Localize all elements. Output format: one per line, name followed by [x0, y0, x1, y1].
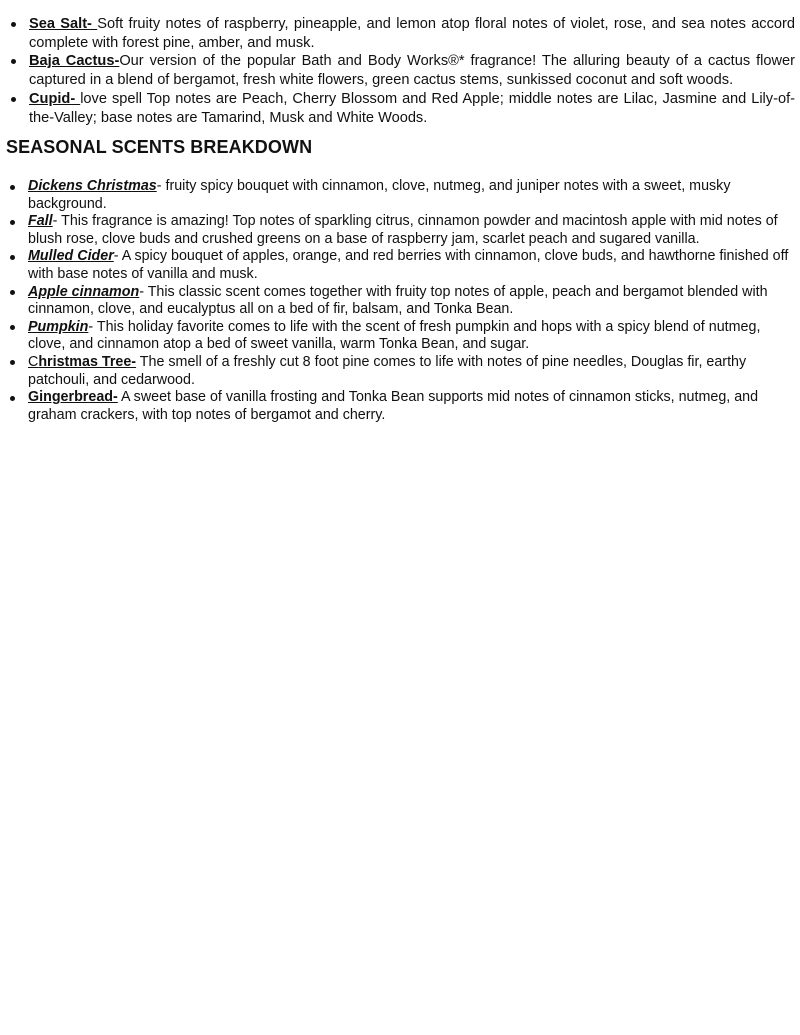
scent-name: hristmas Tree-	[38, 353, 137, 370]
section-heading: SEASONAL SCENTS BREAKDOWN	[6, 137, 313, 157]
list-item	[0, 90, 795, 127]
scent-description: Soft fruity notes of raspberry, pineapple, and lemon atop floral notes of violet, rose, and sea notes accord complete with forest pine, amber, and musk.	[29, 16, 795, 51]
scent-name: Pumpkin	[28, 318, 89, 335]
scent-name: Mulled Cider	[28, 248, 114, 265]
list-item	[0, 15, 795, 52]
scent-description: - fruity spicy bouquet with cinnamon, clove, nutmeg, and juniper notes with a sweet, musky background.	[28, 178, 731, 212]
scent-name: Sea Salt-	[29, 16, 98, 32]
scent-name: Baja Cactus-	[29, 53, 120, 70]
scent-name: Gingerbread-	[28, 389, 118, 406]
scent-name: Dickens Christmas	[28, 178, 157, 194]
scent-description: Our version of the popular Bath and Body Works®* fragrance! The alluring beauty of a cactus flower captured in a blend of bergamot, fresh white flowers, green cactus stems, sunkissed coconut and soft woods.	[29, 53, 796, 89]
list-item	[0, 213, 800, 248]
scent-name-initial: C	[28, 353, 39, 370]
scent-list	[0, 15, 795, 127]
scent-description: - This fragrance is amazing! Top notes of sparkling citrus, cinnamon powder and macintosh apple with mid notes of blush rose, clove buds and crushed greens on a base of raspberry jam, scarlet peach and sugared vanilla.	[28, 213, 778, 247]
list-item	[0, 52, 795, 89]
scent-name: Apple cinnamon	[28, 283, 140, 300]
scent-description: The smell of a freshly cut 8 foot pine comes to life with notes of pine needles, Douglas fir, earthy patchouli, and cedarwood.	[28, 353, 747, 388]
list-item	[0, 284, 800, 319]
scent-description: - This classic scent comes together with fruity top notes of apple, peach and bergamot blended with cinnamon, clove, and eucalyptus all on a bed of fir, balsam, and Tonka Bean.	[28, 283, 768, 318]
scent-description: A sweet base of vanilla frosting and Tonka Bean supports mid notes of cinnamon sticks, nutmeg, and graham crackers, with top notes of bergamot and cherry.	[28, 389, 759, 423]
list-item	[0, 319, 800, 354]
list-item	[0, 389, 800, 424]
seasonal-scent-list	[0, 178, 800, 424]
scent-description: - This holiday favorite comes to life with the scent of fresh pumpkin and hops with a spicy blend of nutmeg, clove, and cinnamon atop a bed of sweet vanilla, warm Tonka Bean, and sugar.	[28, 318, 761, 353]
scent-description: love spell Top notes are Peach, Cherry Blossom and Red Apple; middle notes are Lilac, Jasmine and Lily-of-the-Valley; base notes are Tamarind, Musk and White Woods.	[29, 90, 795, 126]
list-item	[0, 354, 800, 389]
scent-name: Fall	[28, 213, 53, 230]
list-item	[0, 178, 800, 213]
list-item	[0, 248, 800, 283]
scent-description: - A spicy bouquet of apples, orange, and red berries with cinnamon, clove buds, and hawthorne finished off with base notes of vanilla and musk.	[28, 248, 789, 282]
scent-name: Cupid-	[29, 90, 81, 107]
